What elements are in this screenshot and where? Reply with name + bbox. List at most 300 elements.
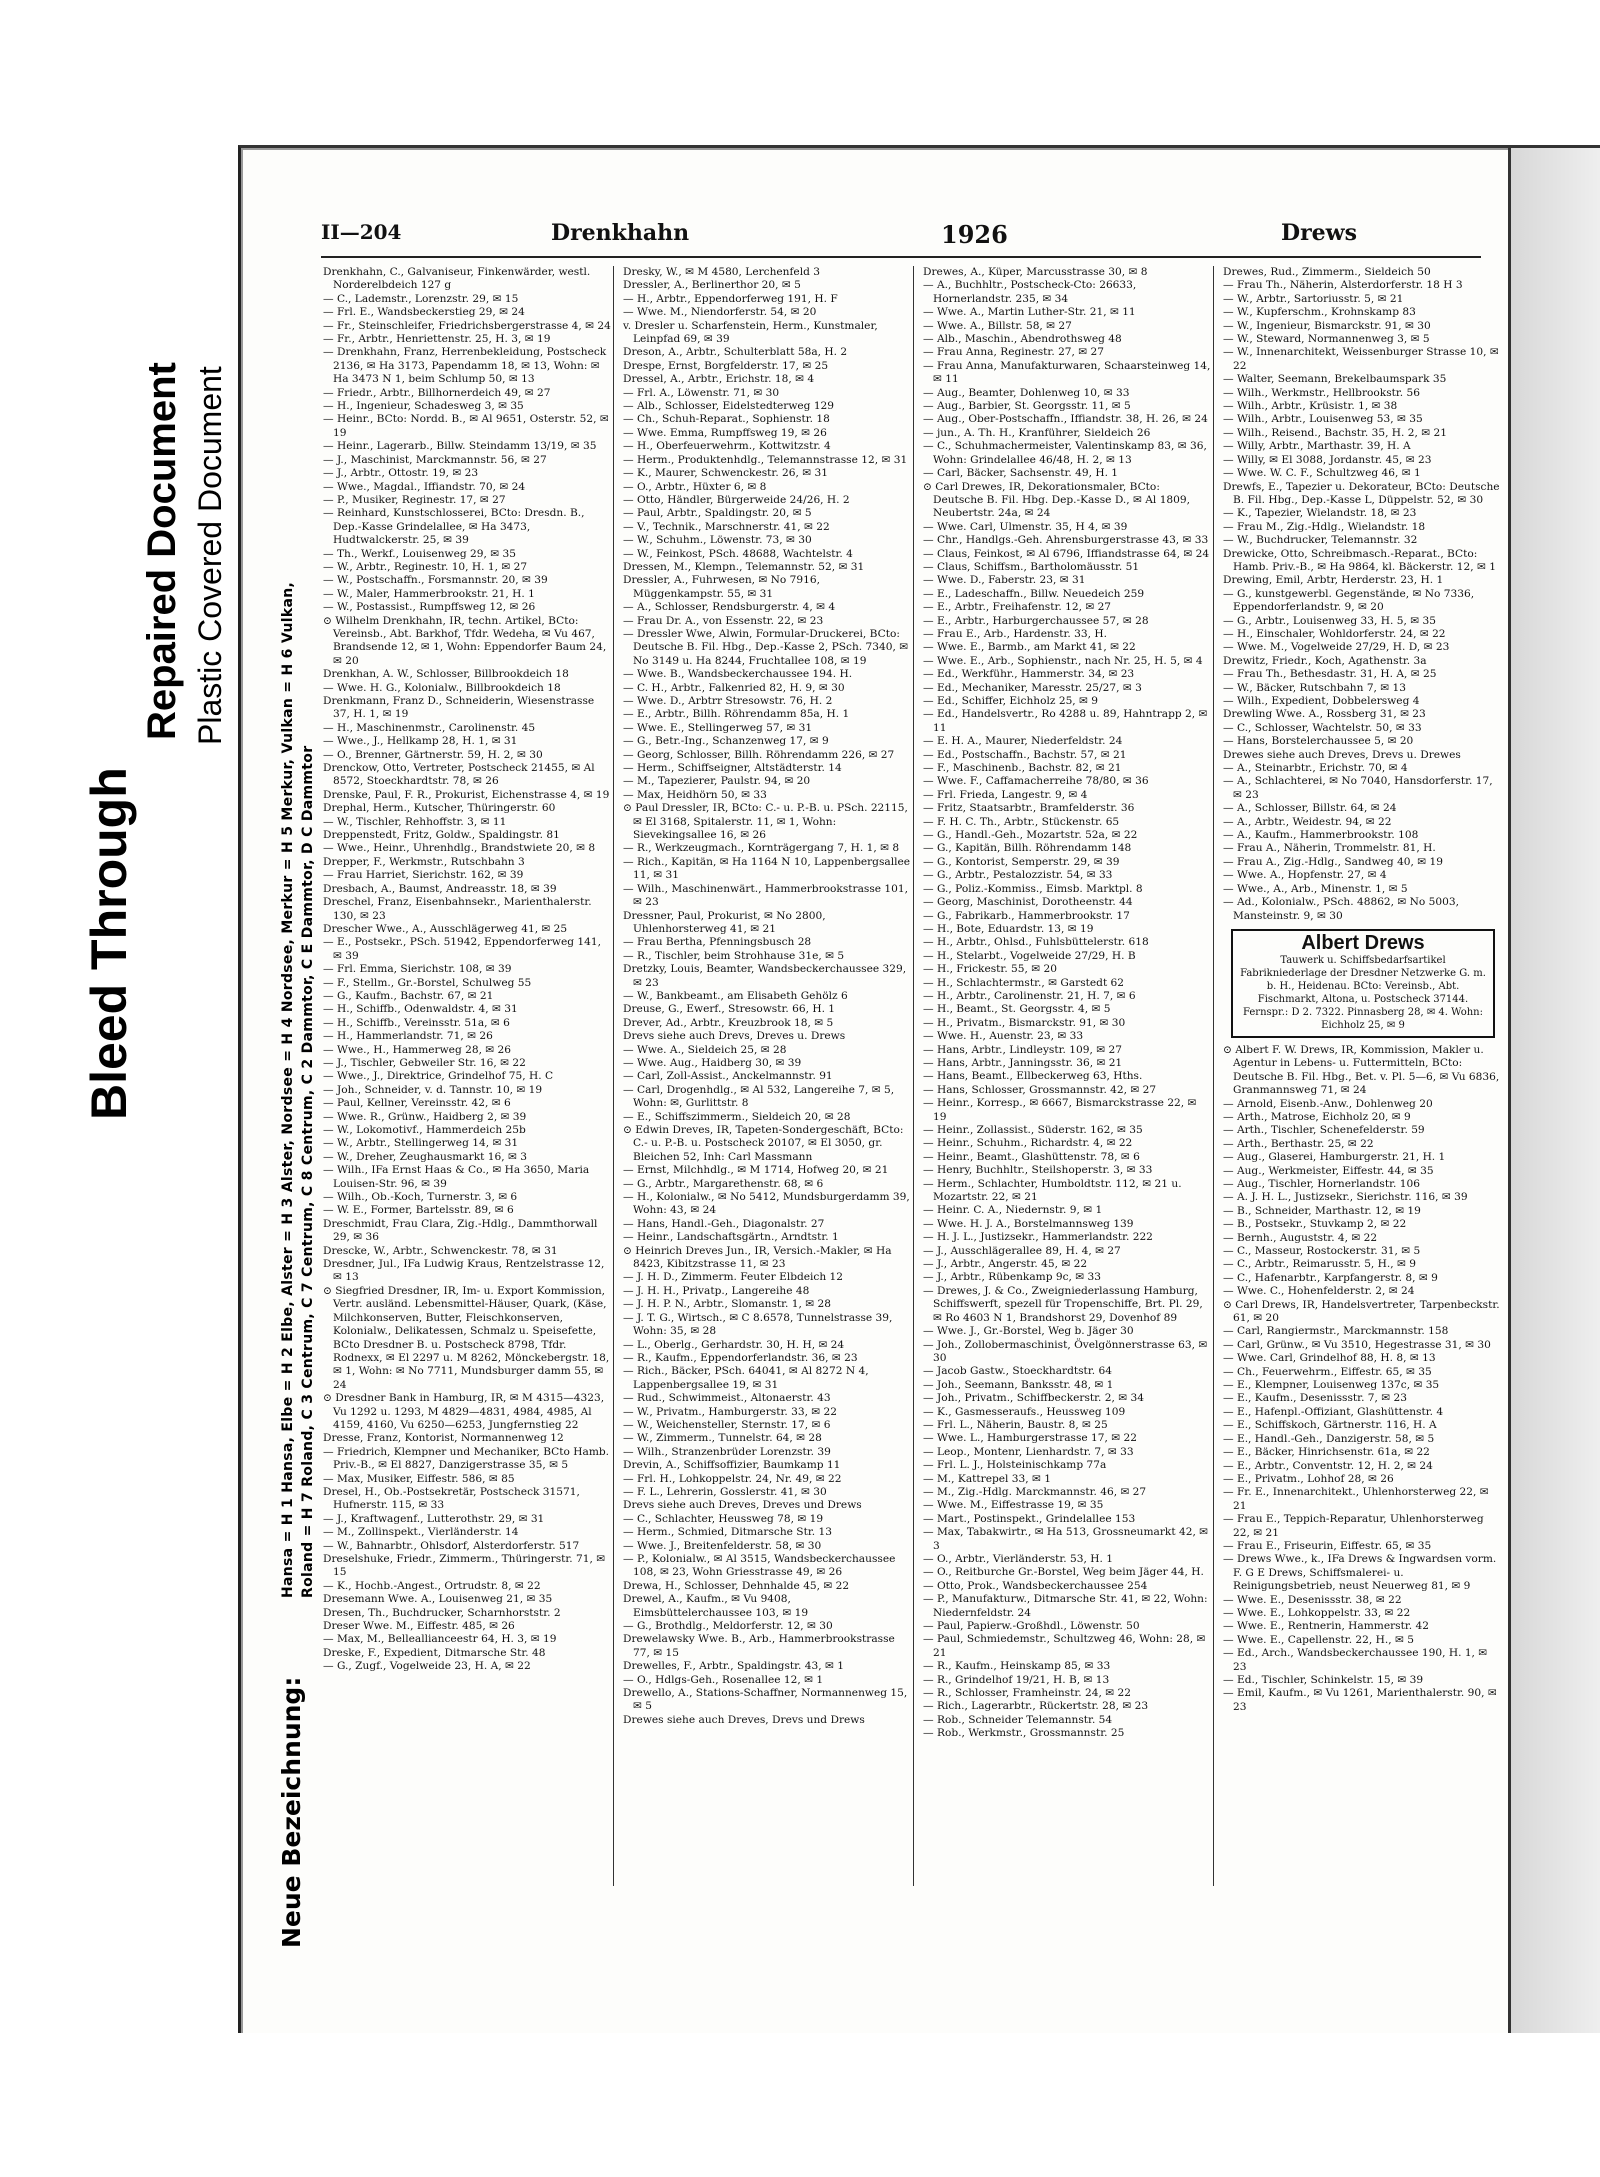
directory-entry: — E., Hafenpl.-Offiziant, Glashüttenstr. 4 [1223,1405,1444,1418]
directory-entry: Drewello, A., Stations-Schaffner, Normannenweg 15, ✉ 5 [623,1687,908,1713]
directory-entry: Drenkhan, A. W., Schlosser, Billbrookdeich 18 [323,668,569,681]
directory-entry: — W., Feinkost, PSch. 48688, Wachtelstr. 4 [623,547,853,560]
column-4-entries-top [1223,266,1503,923]
directory-entry: — M., Zollinspekt., Vierländerstr. 14 [323,1526,519,1539]
directory-entry: — H., Kolonialw., ✉ No 5412, Mundsburgerdamm 39, Wohn: 43, ✉ 24 [623,1191,910,1217]
directory-entry: — Wwe. E., Arb., Sophienstr., nach Nr. 25, H. 5, ✉ 4 [923,654,1203,667]
directory-entry: — W., Kupferschm., Krohnskamp 83 [1223,306,1416,319]
directory-entry: — W., Buchdrucker, Telemannstr. 32 [1223,534,1418,547]
directory-entry: Drenckow, Otto, Vertreter, Postscheck 21455, ✉ Al 8572, Stoeckhardtstr. 78, ✉ 26 [323,762,595,788]
first-entry-heading: Drenkhahn [551,220,690,246]
directory-entry: — W., Zimmerm., Tunnelstr. 64, ✉ 28 [623,1432,822,1445]
directory-entry: Drevin, A., Schiffsoffizier, Baumkamp 11 [623,1459,841,1472]
directory-entry: — W., Steward, Normannenweg 3, ✉ 5 [1223,333,1430,346]
directory-entry: — H., Schiffb., Vereinsstr. 51a, ✉ 6 [323,1016,510,1029]
directory-entry: Dressler, A., Berlinerthor 20, ✉ 5 [623,279,801,292]
directory-entry: — Ch., Feuerwehrm., Eiffestr. 65, ✉ 35 [1223,1365,1432,1378]
column-4-entries-bottom [1223,1044,1503,1714]
directory-entry: — Otto, Händler, Bürgerweide 24/26, H. 2 [623,493,850,506]
directory-entry: — A., Steinarbtr., Erichstr. 70, ✉ 4 [1223,762,1408,775]
directory-entry: ⊙ Edwin Dreves, IR, Tapeten-Sondergeschäft, BCto: C.- u. P.-B. u. Postscheck 20107, ✉ El 3050, gr. Bleichen 52, Inh: Carl Massmann [623,1124,904,1163]
directory-entry: — Aug., Barbier, St. Georgsstr. 11, ✉ 5 [923,400,1131,413]
directory-entry: — C., Lademstr., Lorenzstr. 29, ✉ 15 [323,292,519,305]
directory-entry: — Carl, Grünw., ✉ Vu 3510, Hegestrasse 31, ✉ 30 [1223,1338,1491,1351]
directory-entry: — K., Gasmesseraufs., Heussweg 109 [923,1405,1126,1418]
directory-entry: Drewelawsky Wwe. B., Arb., Hammerbrookstrasse 77, ✉ 15 [623,1633,895,1659]
directory-entry: — O., Hdlgs-Geh., Rosenallee 12, ✉ 1 [623,1673,824,1686]
directory-entry: — Heinr., Korresp., ✉ 6667, Bismarckstrasse 22, ✉ 19 [923,1097,1197,1123]
directory-entry: — Carl, Zoll-Assist., Anckelmannstr. 91 [623,1070,833,1083]
directory-entry: — E., Arbtr., Harburgerchaussee 57, ✉ 28 [923,614,1149,627]
directory-entry: — W., Dreher, Zeughausmarkt 16, ✉ 3 [323,1150,527,1163]
directory-entry: Drewfs, E., Tapezier u. Dekorateur, BCto: Deutsche B. Fil. Hbg., Dep.-Kasse L, Düppelstr. 52, ✉ 30 [1223,480,1500,506]
directory-entry: — Wwe. Aug., Haidberg 30, ✉ 39 [623,1056,802,1069]
directory-entry: — Heinr. C. A., Niedernstr. 9, ✉ 1 [923,1204,1103,1217]
directory-entry: — G., Arbtr., Pestalozzistr. 54, ✉ 33 [923,869,1113,882]
directory-entry: v. Dresler u. Scharfenstein, Herm., Kunstmaler, Leinpfad 69, ✉ 39 [623,319,878,346]
directory-entry: — Ed., Mechaniker, Maresstr. 25/27, ✉ 3 [923,681,1142,694]
directory-entry: — E., Arbtr., Conventstr. 12, H. 2, ✉ 24 [1223,1459,1433,1472]
ad-title: Albert Drews [1301,931,1425,954]
directory-entry: — W., Bahnarbtr., Ohlsdorf, Alsterdorferstr. 517 [323,1539,580,1552]
directory-entry: — Rud., Schwimmeist., Altonaerstr. 43 [623,1392,831,1405]
directory-entry: — W., Postschaffn., Forsmannstr. 20, ✉ 39 [323,574,548,587]
directory-entry: — Drews Wwe., k., IFa Drews & Ingwardsen vorm. F. G E Drews, Schiffsmalerei- u. Reinigungsbetrieb, neust Neuerweg 81, ✉ 9 [1223,1553,1497,1593]
column-1 [323,266,614,1886]
directory-entry: — Wwe. E., Stellingerweg 57, ✉ 31 [623,721,813,734]
directory-entry: — E., Arbtr., Freihafenstr. 12, ✉ 27 [923,601,1112,614]
directory-entry: — Friedrich, Klempner und Mechaniker, BCto Hamb. Priv.-B., ✉ El 8827, Danzigerstrasse 35, ✉ 5 [323,1445,610,1472]
directory-entry: — M., Zig.-Hdlg. Marckmannstr. 46, ✉ 27 [923,1485,1147,1498]
directory-entry: — W., Arbtr., Reginestr. 10, H. 1, ✉ 27 [323,560,528,573]
directory-entry: — Ch., Schuh-Reparat., Sophienstr. 18 [623,413,830,426]
directory-entry: — Herm., Schlachter, Humboldtstr. 112, ✉ 21 u. Mozartstr. 22, ✉ 21 [923,1177,1182,1204]
directory-entry: — Joh., Zollobermaschinist, Övelgönnerstrasse 63, ✉ 30 [923,1338,1208,1364]
directory-entry: — R., Grindelhof 19/21, H. B, ✉ 13 [923,1673,1110,1686]
directory-entry: — R., Tischler, beim Strohhause 31e, ✉ 5 [623,949,845,962]
directory-entry: — Hans, Schlosser, Grossmannstr. 42, ✉ 27 [923,1083,1157,1096]
column-3 [923,266,1214,1886]
directory-entry: — Frl. H., Lohkoppelstr. 24, Nr. 49, ✉ 22 [623,1472,842,1485]
page-number: II—204 [321,220,402,244]
directory-entry: — J. T. G., Wirtsch., ✉ C 8.6578, Tunnelstrasse 39, Wohn: 35, ✉ 28 [623,1311,893,1338]
directory-entry: — Wwe. C., Hohenfelderstr. 2, ✉ 24 [1223,1285,1415,1298]
directory-entry: — Ad., Kolonialw., PSch. 48862, ✉ No 5003, Mansteinstr. 9, ✉ 30 [1223,896,1459,922]
directory-entry: — Claus, Feinkost, ✉ Al 6796, Iffiandstrasse 64, ✉ 24 [923,547,1210,560]
directory-entry: — Wwe. L., Hamburgerstrasse 17, ✉ 22 [923,1432,1137,1445]
directory-entry: Drewes siehe auch Dreves, Drevs und Drews [623,1713,865,1726]
directory-entry: — Frl. Frieda, Langestr. 9, ✉ 4 [923,788,1088,801]
directory-entry: — H., Arbtr., Carolinenstr. 21, H. 7, ✉ 6 [923,989,1136,1002]
directory-entry: — C., Schlosser, Wachtelstr. 50, ✉ 33 [1223,721,1422,734]
directory-entry: — Heinr., Landschaftsgärtn., Arndtstr. 1 [623,1231,839,1244]
directory-entry: Drewel, A., Kaufm., ✉ Vu 9408, Eimsbüttelerchaussee 103, ✉ 19 [623,1593,809,1619]
directory-entry: ⊙ Carl Drewes, IR, Dekorationsmaler, BCto: Deutsche B. Fil. Hbg. Dep.-Kasse D., ✉ Al 1809, Neubertstr. 24a, ✉ 24 [923,480,1191,520]
margin-label-bleed: Bleed Through [81,767,137,1120]
directory-entry: — G., Betr.-Ing., Schanzenweg 17, ✉ 9 [623,735,829,748]
directory-entry: — Frau Bertha, Pfenningsbusch 28 [623,936,812,949]
directory-entry: Dreske, F., Expedient, Ditmarsche Str. 48 [323,1646,546,1659]
directory-entry: — Wwe. Carl, Grindelhof 88, H. 8, ✉ 13 [1223,1352,1436,1365]
directory-entry: — A., Schlachterei, ✉ No 7040, Hansdorferstr. 17, ✉ 23 [1223,775,1493,801]
directory-entry: — Wilh., Arbtr., Louisenweg 53, ✉ 35 [1223,413,1423,426]
directory-entry: — R., Schlosser, Framheinstr. 24, ✉ 22 [923,1687,1131,1700]
directory-entry: — Wilh., Arbtr., Krüsistr. 1, ✉ 38 [1223,400,1398,413]
directory-entry: — Joh., Privatm., Schiffbeckerstr. 2, ✉ 34 [923,1392,1144,1405]
directory-entry: — Paul, Papierw.-Großhdl., Löwenstr. 50 [923,1620,1140,1633]
directory-entry: Drever, Ad., Arbtr., Kreuzbrook 18, ✉ 5 [623,1016,834,1029]
directory-entry: — Aug., Tischler, Hornerlandstr. 106 [1223,1177,1420,1190]
directory-entry: — H., Bote, Eduardstr. 13, ✉ 19 [923,922,1094,935]
directory-entry: — E., Handl.-Geh., Danzigerstr. 58, ✉ 5 [1223,1432,1435,1445]
directory-entry: — Wilh., Reisend., Bachstr. 35, H. 2, ✉ 21 [1223,426,1447,439]
directory-entry: — Wwe. M., Eiffestrasse 19, ✉ 35 [923,1499,1104,1512]
strip-neue-bezeichnung: Neue Bezeichnung: [277,1676,306,1948]
directory-entry: — R., Kaufm., Heinskamp 85, ✉ 33 [923,1660,1111,1673]
directory-entry: — Wwe. W. C. F., Schultzweg 46, ✉ 1 [1223,467,1421,480]
directory-entry: — J., Maschinist, Marckmannstr. 56, ✉ 27 [323,453,547,466]
directory-entry: — Herm., Produktenhdlg., Telemannstrasse 12, ✉ 31 [623,453,908,466]
directory-entry: Drevs siehe auch Dreves, Dreves und Drews [623,1499,862,1512]
directory-entry: — J., Arbtr., Angerstr. 45, ✉ 22 [923,1258,1088,1271]
directory-entry: Drenkhahn, C., Galvaniseur, Finkenwärder, westl. Norderelbdeich 127 g [323,266,591,292]
directory-entry: Drespe, Ernst, Borgfelderstr. 17, ✉ 25 [623,359,829,372]
directory-entry: — K., Tapezier, Wielandstr. 18, ✉ 23 [1223,507,1417,520]
directory-entry: — Frau A., Zig.-Hdlg., Sandweg 40, ✉ 19 [1223,855,1444,868]
directory-page [238,145,1600,2033]
directory-entry: — Paul, Kellner, Vereinsstr. 42, ✉ 6 [323,1097,511,1110]
directory-entry: — O., Brenner, Gärtnerstr. 59, H. 2, ✉ 30 [323,748,543,761]
directory-entry: — Henry, Buchhltr., Steilshoperstr. 3, ✉ 33 [923,1164,1153,1177]
directory-entry: — Wwe. R., Grünw., Haidberg 2, ✉ 39 [323,1110,527,1123]
directory-entry: — Fr. E., Innenarchitekt., Uhlenhorsterweg 22, ✉ 21 [1223,1486,1489,1512]
directory-entry: — Wwe. A., Hopfenstr. 27, ✉ 4 [1223,869,1387,882]
margin-label-repaired: Repaired Document [140,362,184,740]
directory-entry: — Herm., Schmied, Ditmarsche Str. 13 [623,1526,832,1539]
directory-entry: — E., Schiffskoch, Gärtnerstr. 116, H. A [1223,1419,1437,1432]
directory-entry: — Jacob Gastw., Stoeckhardtstr. 64 [923,1365,1112,1378]
year-heading: 1926 [941,220,1008,249]
directory-entry: — Wilh., Ob.-Koch, Turnerstr. 3, ✉ 6 [323,1191,518,1204]
directory-entry: Dreppenstedt, Fritz, Goldw., Spaldingstr. 81 [323,829,560,842]
directory-entry: Drepper, F., Werkmstr., Rutschbahn 3 [323,855,525,868]
directory-entry: — Max, Heidhörn 50, ✉ 33 [623,788,767,801]
directory-entry: — Wwe., Magdal., Iffiandstr. 70, ✉ 24 [323,480,526,493]
directory-entry: — Paul, Arbtr., Spaldingstr. 20, ✉ 5 [623,507,812,520]
directory-entry: — H., Arbtr., Eppendorferweg 191, H. F [623,292,838,305]
directory-entry: — Herm., Schiffseigner, Altstädterstr. 14 [623,762,842,775]
directory-entry: — Arth., Tischler, Schenefelderstr. 59 [1223,1124,1425,1137]
directory-entry: — E., Schiffszimmerm., Sieldeich 20, ✉ 28 [623,1110,851,1123]
directory-entry: Dressner, Paul, Prokurist, ✉ No 2800, Uhlenhorsterweg 41, ✉ 21 [623,909,826,935]
directory-entry: — Aug., Glaserei, Hamburgerstr. 21, H. 1 [1223,1151,1446,1164]
directory-entry: — Carl, Drogenhdlg., ✉ Al 532, Langereihe 7, ✉ 5, Wohn: ✉, Gurlittstr. 8 [623,1083,895,1110]
directory-entry: — W., Bäcker, Rutschbahn 7, ✉ 13 [1223,681,1407,694]
directory-entry: — Frau Harriet, Sierichstr. 162, ✉ 39 [323,869,524,882]
directory-entry: — Frl. L., Näherin, Baustr. 8, ✉ 25 [923,1418,1108,1431]
directory-entry: — G., Poliz.-Kommiss., Eimsb. Marktpl. 8 [923,882,1143,895]
directory-entry: — M., Kattrepel 33, ✉ 1 [923,1472,1051,1485]
directory-entry: — Heinr., Zollassist., Süderstr. 162, ✉ 35 [923,1124,1143,1136]
directory-entry: — G., Arbtr., Margarethenstr. 68, ✉ 6 [623,1177,824,1190]
directory-entry: Dresse, Franz, Kontorist, Normannenweg 12 [323,1432,564,1445]
directory-entry: — Wwe. M., Vogelweide 27/29, H. D, ✉ 23 [1223,641,1450,654]
directory-entry: — A., Buchhltr., Postscheck-Cto: 26633, Hornerlandstr. 235, ✉ 34 [923,279,1137,305]
directory-entry: — J., Arbtr., Rübenkamp 9c, ✉ 33 [923,1271,1101,1284]
directory-entry: — B., Schneider, Marthastr. 12, ✉ 19 [1223,1204,1421,1217]
directory-entry: — Hans, Handl.-Geh., Diagonalstr. 27 [623,1217,825,1230]
directory-entry: — Max, Tabakwirtr., ✉ Ha 513, Grossneumarkt 42, ✉ 3 [923,1526,1209,1552]
directory-entry: — Joh., Schneider, v. d. Tannstr. 10, ✉ 19 [323,1083,543,1096]
directory-entry: — Frau Th., Bethesdastr. 31, H. A, ✉ 25 [1223,668,1437,681]
directory-entry: — Wilh., Werkmstr., Hellbrookstr. 56 [1223,386,1420,399]
directory-entry: — H., Arbtr., Ohlsd., Fuhlsbüttelerstr. 618 [923,936,1149,949]
directory-entry: — Wwe. A., Billstr. 58, ✉ 27 [923,319,1072,332]
directory-entry: Dreselshuke, Friedr., Zimmerm., Thüringerstr. 71, ✉ 15 [323,1553,606,1579]
directory-entry: — Ed., Werkführ., Hammerstr. 34, ✉ 23 [923,668,1135,681]
directory-entry: — Hans, Borstelerchaussee 5, ✉ 20 [1223,735,1414,748]
directory-entry: — H., Maschinenmstr., Carolinenstr. 45 [323,721,536,734]
directory-entry: Drescke, W., Arbtr., Schwenckestr. 78, ✉ 31 [323,1244,558,1257]
directory-entry: — Friedr., Arbtr., Billhornerdeich 49, ✉ 27 [323,386,551,399]
directory-entry: — Wwe. E., Barmb., am Markt 41, ✉ 22 [923,641,1136,654]
directory-entry: — Rich., Lagerarbtr., Rückertstr. 28, ✉ 23 [923,1700,1149,1713]
directory-entry: — Heinr., Schuhm., Richardstr. 4, ✉ 22 [923,1137,1133,1150]
directory-entry: — Wwe. Emma, Rumpffsweg 19, ✉ 26 [623,426,827,439]
directory-entry: Dressen, M., Klempn., Telemannstr. 52, ✉ 31 [623,560,865,573]
directory-entry: — K., Hochb.-Angest., Ortrudstr. 8, ✉ 22 [323,1579,541,1592]
directory-entry: — Max, Musiker, Eiffestr. 586, ✉ 85 [323,1472,515,1485]
directory-entry: — W., Arbtr., Sartoriusstr. 5, ✉ 21 [1223,292,1404,305]
directory-entry: — Drenkhahn, Franz, Herrenbekleidung, Postscheck 2136, ✉ Ha 3173, Papendamm 18, ✉ 13, Wohn: ✉ Ha 3473 N 1, beim Schlump 50, ✉ 13 [323,346,607,386]
directory-entry: Drescher Wwe., A., Ausschlägerweg 41, ✉ 25 [323,922,568,935]
directory-entry: — M., Tapezierer, Paulstr. 94, ✉ 20 [623,775,811,788]
directory-entry: — A., Kaufm., Hammerbrookstr. 108 [1223,829,1419,842]
directory-entry: — Aug., Ober-Postschaffn., Iffiandstr. 38, H. 26, ✉ 24 [923,413,1208,426]
directory-entry: — Emil, Kaufm., ✉ Vu 1261, Marienthalerstr. 90, ✉ 23 [1223,1687,1497,1713]
directory-entry: — P., Kolonialw., ✉ Al 3515, Wandsbeckerchaussee 108, ✉ 23, Wohn Griesstrasse 49, ✉ 26 [623,1553,896,1579]
directory-entry: — Georg, Schlosser, Billh. Röhrendamm 226, ✉ 27 [623,748,895,761]
directory-entry: — W., Schuhm., Löwenstr. 73, ✉ 30 [623,534,812,547]
directory-entry: — C., Hafenarbtr., Karpfangerstr. 8, ✉ 9 [1223,1271,1438,1284]
directory-entry: — Joh., Seemann, Banksstr. 48, ✉ 1 [923,1378,1114,1391]
directory-entry: — C., Masseur, Rostockerstr. 31, ✉ 5 [1223,1245,1421,1257]
directory-entry: — Wwe. E., Lohkoppelstr. 33, ✉ 22 [1223,1606,1411,1619]
directory-entry: — Walter, Seemann, Brekelbaumspark 35 [1223,373,1447,386]
directory-entry: — Frau E., Arb., Hardenstr. 33, H. [923,627,1107,640]
directory-entry: — Wwe., Heinr., Uhrenhdlg., Brandstwiete 20, ✉ 8 [323,842,596,855]
directory-entry: ⊙ Wilhelm Drenkhahn, IR, techn. Artikel, BCto: Vereinsb., Abt. Barkhof, Tfdr. Wedeha, ✉ Vu 467, Brandsende 12, ✉ 1, Wohn: Eppendorfer Baum 24, ✉ 20 [323,614,607,667]
directory-entry: — J., Kraftwagenf., Lutterothstr. 29, ✉ 31 [323,1512,545,1525]
directory-entry: — W., Arbtr., Stellingerweg 14, ✉ 31 [323,1137,519,1150]
directory-entry: — Aug., Beamter, Dohlenweg 10, ✉ 33 [923,386,1130,399]
column-4 [1223,266,1503,1886]
directory-entry: — Wwe., H., Hammerweg 28, ✉ 26 [323,1043,512,1056]
directory-entry: Dreuse, G., Ewerf., Stresowstr. 66, H. 1 [623,1003,836,1016]
directory-entry: — Frl. A., Löwenstr. 71, ✉ 30 [623,386,780,399]
directory-entry: — Arth., Berthastr. 25, ✉ 22 [1223,1137,1374,1150]
directory-entry: — E. H. A., Maurer, Niederfeldstr. 24 [923,735,1123,748]
directory-entry: — C., Schuhmachermeister, Valentinskamp 83, ✉ 36, Wohn: Grindelallee 46/48, H. 2, ✉ 13 [923,440,1207,466]
directory-entry: — E., Kaufm., Desenissstr. 7, ✉ 23 [1223,1392,1407,1405]
directory-entry: — Wwe. J., Breitenfelderstr. 58, ✉ 30 [623,1539,822,1552]
directory-entry: — Wwe. D., Arbtrr Stresowstr. 76, H. 2 [623,695,833,707]
directory-entry: — Carl, Bäcker, Sachsenstr. 49, H. 1 [923,467,1119,480]
directory-entry: — Drewes, J. & Co., Zweigniederlassung Hamburg, Schiffswerft, spezell für Tropenschiffe, Brt. Pl. 29, ✉ Ro 4603 N 1, Brandshorst 29, Dovenhof 89 [923,1284,1203,1324]
directory-entry: — O., Arbtr., Vierländerstr. 53, H. 1 [923,1553,1113,1565]
directory-entry: — Wwe., J., Hellkamp 28, H. 1, ✉ 31 [323,735,518,748]
directory-entry: — G., Brothdlg., Meldorferstr. 12, ✉ 30 [623,1620,833,1633]
directory-entry: — R., Kaufm., Eppendorferlandstr. 36, ✉ 23 [623,1351,858,1364]
directory-entry: — Wwe. H. J. A., Borstelmannsweg 139 [923,1217,1134,1230]
directory-entry: ⊙ Dresdner Bank in Hamburg, IR, ✉ M 4315—4323, Vu 1292 u. 1293, M 4829—4831, 4984, 4985, Al 4159, 4160, Vu 6250—6253, Jungfernstieg 22 [323,1392,605,1431]
directory-entry: Drenkmann, Franz D., Schneiderin, Wiesenstrasse 37, H. 1, ✉ 19 [323,695,595,721]
directory-entry: — H., Stelarbt., Vogelweide 27/29, H. B [923,949,1136,962]
directory-entry: — G., Fabrikarb., Hammerbrookstr. 17 [923,909,1130,922]
directory-entry: — P., Manufakturw., Ditmarsche Str. 41, ✉ 22, Wohn: Niedernfeldstr. 24 [923,1593,1208,1619]
directory-entry: — F., Maschinenb., Bachstr. 82, ✉ 21 [923,762,1122,775]
directory-entry: Drewicke, Otto, Schreibmasch.-Reparat., BCto: Hamb. Priv.-B., ✉ Ha 9864, kl. Bäckerstr. 12, ✉ 1 [1223,547,1496,573]
directory-entry: — Reinhard, Kunstschlosserei, BCto: Dresdn. B., Dep.-Kasse Grindelallee, ✉ Ha 3473, Hudtwalckerstr. 25, ✉ 39 [323,507,585,547]
directory-entry: Drewelles, F., Arbtr., Spaldingstr. 43, ✉ 1 [623,1660,844,1673]
directory-entry: Dresemann Wwe. A., Louisenweg 21, ✉ 35 [323,1593,553,1606]
directory-entry: — Rich., Bäcker, PSch. 64041, ✉ Al 8272 N 4, Lappenbergsallee 19, ✉ 31 [623,1365,869,1391]
directory-entry: — Wilh., Maschinenwärt., Hammerbrookstrasse 101, ✉ 23 [623,882,909,909]
directory-entry: — Ed., Postschaffn., Bachstr. 57, ✉ 21 [923,748,1127,761]
directory-entry: — G., Kaufm., Bachstr. 67, ✉ 21 [323,989,494,1002]
directory-entry: — Carl, Rangiermstr., Marckmannstr. 158 [1223,1325,1449,1338]
directory-entry: — Rob., Werkmstr., Grossmannstr. 25 [923,1727,1125,1740]
directory-entry: — H., Schiffb., Odenwaldstr. 4, ✉ 31 [323,1003,518,1016]
directory-entry: — G., Kontorist, Semperstr. 29, ✉ 39 [923,855,1120,868]
directory-entry: Dressler, A., Fuhrwesen, ✉ No 7916, Müggenkampstr. 55, ✉ 31 [623,574,820,600]
directory-entry: — W., Innenarchitekt, Weissenburger Strasse 10, ✉ 22 [1223,346,1499,372]
directory-entry: — Th., Werkf., Louisenweg 29, ✉ 35 [323,547,516,560]
directory-entry: Drewes, Rud., Zimmerm., Sieldeich 50 [1223,266,1431,278]
directory-entry: Dresdner, Jul., IFa Ludwig Kraus, Rentzelstrasse 12, ✉ 13 [323,1258,605,1284]
directory-entry: — J. H. D., Zimmerm. Feuter Elbdeich 12 [623,1271,844,1284]
directory-entry: — Frau E., Friseurin, Eiffestr. 65, ✉ 35 [1223,1539,1432,1552]
directory-entry: — A., Schlosser, Billstr. 64, ✉ 24 [1223,802,1397,815]
directory-entry: — J., Tischler, Gebweiler Str. 16, ✉ 22 [323,1056,526,1069]
directory-entry: — Wwe. E., Desenissstr. 38, ✉ 22 [1223,1593,1402,1606]
directory-entry: — Frau Anna, Reginestr. 27, ✉ 27 [923,346,1105,359]
strip-hansa-legend: Hansa = H 1 Hansa, Elbe = H 2 Elbe, Alster = H 3 Alster, Nordsee = H 4 Nordsee, Merkur = H 5 Merkur, Vulkan = H 6 Vulkan, [280,581,296,1598]
directory-entry: — K., Maurer, Schwenckestr. 26, ✉ 31 [623,467,828,480]
directory-entry: — Wwe. J., Gr.-Borstel, Weg b. Jäger 30 [923,1325,1134,1338]
directory-entry: Dresen, Th., Buchdrucker, Scharnhorststr. 2 [323,1606,561,1619]
directory-entry: — C., Schlachter, Heussweg 78, ✉ 19 [623,1512,824,1525]
directory-entry: — Claus, Schiffsm., Bartholomäusstr. 51 [923,560,1140,573]
directory-entry: — O., Arbtr., Hüxter 6, ✉ 8 [623,480,767,493]
directory-entry: — W., Lokomotivf., Hammerdeich 25b [323,1124,526,1136]
directory-entry: Dreschmidt, Frau Clara, Zig.-Hdlg., Dammthorwall 29, ✉ 36 [323,1217,598,1244]
directory-entry: — Wwe. F., Caffamacherreihe 78/80, ✉ 36 [923,775,1149,788]
directory-entry: — Willy, ✉ El 3088, Jordanstr. 45, ✉ 23 [1223,453,1432,466]
directory-entry: — Frl. Emma, Sierichstr. 108, ✉ 39 [323,963,512,976]
directory-entry: — Wwe. A., Sieldeich 25, ✉ 28 [623,1043,787,1056]
directory-entry: ⊙ Albert F. W. Drews, IR, Kommission, Makler u. Agentur in Lebens- u. Futtermitteln, BCto: Deutsche B. Fil. Hbg., Bet. v. Pl. 5—6, ✉ Vu 6836, Granmannsweg 71, ✉ 24 [1223,1043,1500,1097]
directory-entry: Drewling Wwe. A., Rossberg 31, ✉ 23 [1223,708,1426,721]
directory-entry: — W., Ingenieur, Bismarckstr. 91, ✉ 30 [1223,319,1431,332]
directory-entry: — Frau E., Teppich-Reparatur, Uhlenhorsterweg 22, ✉ 21 [1223,1513,1484,1539]
directory-entry: — W., Postassist., Rumpffsweg 12, ✉ 26 [323,601,536,614]
directory-entry: — P., Musiker, Reginestr. 17, ✉ 27 [323,493,506,506]
directory-entry: Drewa, H., Schlosser, Dehnhalde 45, ✉ 22 [623,1579,850,1592]
directory-entry: — J., Arbtr., Ottostr. 19, ✉ 23 [323,467,479,480]
directory-entry: — Rob., Schneider Telemannstr. 54 [923,1713,1113,1726]
directory-entry: — Fr., Arbtr., Henriettenstr. 25, H. 3, ✉ 19 [323,333,551,346]
directory-entry: ⊙ Carl Drews, IR, Handelsvertreter, Tarpenbeckstr. 61, ✉ 20 [1223,1298,1500,1325]
directory-entry: — E., Postsekr., PSch. 51942, Eppendorferweg 141, ✉ 39 [323,936,601,962]
directory-entry: — Frau M., Zig.-Hdlg., Wielandstr. 18 [1223,520,1426,533]
directory-entry: — J. H. H., Privatp., Langereihe 48 [623,1284,810,1297]
directory-entry: Dreser Wwe. M., Eiffestr. 485, ✉ 26 [323,1620,515,1633]
directory-entry: — W., Tischler, Rehhoffstr. 3, ✉ 11 [323,815,507,828]
directory-entry: — B., Postsekr., Stuvkamp 2, ✉ 22 [1223,1218,1407,1231]
directory-entry: Dressel, A., Arbtr., Erichstr. 18, ✉ 4 [623,373,815,386]
directory-entry: — Wwe. E., Capellenstr. 22, H., ✉ 5 [1223,1633,1414,1646]
directory-entry: ⊙ Siegfried Dresdner, IR, Im- u. Export Kommission, Vertr. ausländ. Lebensmittel-Häuser, Quark, (Käse, Milchkonserven, Butter, Fleischkonserven, Kolonialw., Delikatessen, Schmalz u. Speisefette, BCto Dresdner B. u. Postscheck 8798, Tfdr. Rodnexx, ✉ El 2297 u. M 8262, Mönckebergstr. 18, ✉ 1, Wohn: ✉ No 7711, Mundsburger damm 55, ✉ 24 [323,1284,610,1391]
directory-entry: — J., Ausschlägerallee 89, H. 4, ✉ 27 [923,1244,1121,1257]
directory-entry: — H., Hammerlandstr. 71, ✉ 26 [323,1030,493,1043]
directory-entry: — G., kunstgewerbl. Gegenstände, ✉ No 7336, Eppendorferlandstr. 9, ✉ 20 [1223,587,1475,614]
directory-entry: — Max, M., Belleallianceestr 64, H. 3, ✉ 19 [323,1633,557,1646]
directory-entry: — Heinr., Beamt., Glashüttenstr. 78, ✉ 6 [923,1150,1140,1163]
directory-entry: — Frau Anna, Manufakturwaren, Schaarsteinweg 14, ✉ 11 [923,359,1211,386]
directory-entry: — Wwe. M., Niendorferstr. 54, ✉ 20 [623,306,817,319]
directory-entry: Dretzky, Louis, Beamter, Wandsbeckerchaussee 329, ✉ 23 [623,963,907,989]
directory-entry: Dresky, W., ✉ M 4580, Lerchenfeld 3 [623,266,820,278]
directory-entry: — W., Bankbeamt., am Elisabeth Gehölz 6 [623,989,848,1002]
directory-entry: Drewes, A., Küper, Marcusstrasse 30, ✉ 8 [923,266,1148,278]
directory-entry: — E., Bäcker, Hinrichsenstr. 61a, ✉ 22 [1223,1446,1430,1459]
directory-entry: — Wwe., J., Direktrice, Grindelhof 75, H. C [323,1070,554,1083]
directory-entry: Drewes siehe auch Dreves, Drevs u. Drewes [1223,748,1461,761]
directory-entry: — Willy, Arbtr., Marthastr. 39, H. A [1223,440,1411,453]
directory-entry: — Aug., Werkmeister, Eiffestr. 44, ✉ 35 [1223,1164,1434,1177]
directory-entry: — A., Schlosser, Rendsburgerstr. 4, ✉ 4 [623,601,836,614]
directory-entry: — W., Privatm., Hamburgerstr. 33, ✉ 22 [623,1405,838,1418]
directory-entry: — A., Arbtr., Weidestr. 94, ✉ 22 [1223,815,1392,828]
directory-entry: — E., Ladeschaffn., Billw. Neuedeich 259 [923,587,1145,600]
directory-entry: — Heinr., Lagerarb., Billw. Steindamm 13/19, ✉ 35 [323,440,597,453]
directory-entry: — Fr., Steinschleifer, Friedrichsbergerstrasse 4, ✉ 24 [323,319,611,332]
directory-entry: — H. J. L., Justizsekr., Hammerlandstr. 222 [923,1231,1153,1244]
directory-entry: — C. H., Arbtr., Falkenried 82, H. 9, ✉ 30 [623,681,845,694]
directory-entry: — H., Frickestr. 55, ✉ 20 [923,963,1057,976]
directory-entry: — R., Werkzeugmach., Kornträgergang 7, H. 1, ✉ 8 [623,842,900,855]
directory-entry: — F. H. C. Th., Arbtr., Stückenstr. 65 [923,815,1120,828]
directory-entry: — H., Beamt., St. Georgsstr. 4, ✉ 5 [923,1003,1111,1016]
directory-entry: — Hans, Arbtr., Janningsstr. 36, ✉ 21 [923,1056,1123,1069]
directory-entry: — Wwe. A., Martin Luther-Str. 21, ✉ 11 [923,306,1136,319]
directory-entry: — Wwe. Carl, Ulmenstr. 35, H 4, ✉ 39 [923,520,1128,533]
directory-entry: — G., Zugf., Vogelweide 23, H. A, ✉ 22 [323,1660,531,1673]
directory-entry: — Wwe. H. G., Kolonialw., Billbrookdeich 18 [323,681,561,694]
directory-entry: — A. J. H. L., Justizsekr., Sierichstr. 116, ✉ 39 [1223,1191,1468,1204]
directory-entry: — Alb., Maschin., Abendrothsweg 48 [923,333,1122,346]
directory-entry: — V., Technik., Marschnerstr. 41, ✉ 22 [623,520,830,533]
directory-entry: — Leop., Montenr, Lienhardstr. 7, ✉ 33 [923,1445,1134,1458]
directory-entry: — Alb., Schlosser, Eidelstedterweg 129 [623,400,835,413]
directory-entry: — Arth., Matrose, Eichholz 20, ✉ 9 [1223,1110,1411,1123]
directory-entry: — G., Handl.-Geh., Mozartstr. 52a, ✉ 22 [923,829,1138,842]
directory-entry: — G., Kapitän, Billh. Röhrendamm 148 [923,842,1132,855]
directory-entry: Drephal, Herm., Kutscher, Thüringerstr. 60 [323,802,556,815]
column-2 [623,266,914,1886]
directory-entry: — F. L., Lehrerin, Gosslerstr. 41, ✉ 30 [623,1485,827,1498]
